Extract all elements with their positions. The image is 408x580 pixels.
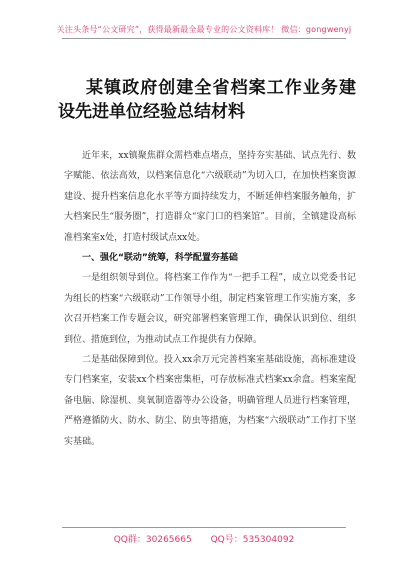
qq-group-label: QQ群：30265665 [113, 535, 192, 545]
section-heading: 一、强化“联动”统筹，科学配置夯基础 [82, 253, 238, 264]
intro-paragraph: 近年来，xx镇聚焦群众需档难点堵点，坚持夯实基础、试点先行、数字赋能、依法高效，以档案信息化“六级联动”为切入口，在加快档案资源建设、提升档案信息化水平等方面持续发力，不断延伸档案服务触角，扩大档案民生“服务圈”，打造群众“家门口的档案馆”。目前，全镇建设高标准档案室x处，打造村级试点xx处。 [64, 151, 356, 243]
footer-contact [0, 532, 408, 545]
header-banner: 关注头条号“公文研究”，获得最新最全最专业的公文资料库！ 微信：gongwenyj [56, 25, 352, 34]
footer-divider [62, 527, 346, 528]
document-body [64, 146, 356, 452]
document-title: 某镇政府创建全省档案工作业务建设先进单位经验总结材料 [58, 78, 356, 122]
qq-number-label: QQ号：535304092 [210, 535, 295, 545]
body-paragraph: 一是组织领导到位。将档案工作作为“一把手工程”，成立以党委书记为组长的档案“六级联动”工作领导小组，制定档案管理工作实施方案，多次召开档案工作专题会议，研究部署档案管理工作，确保认识到位、组织到位、措施到位，为推动试点工作提供有力保障。 [64, 273, 356, 345]
header-divider [62, 38, 346, 39]
body-paragraph: 二是基础保障到位。投入xx余万元完善档案室基础设施，高标准建设专门档案室，安装xx个档案密集柜，可存放标准式档案xx余盒。档案室配备电脑、除湿机、臭氧制造器等办公设备，明确管理人员进行档案管理，严格遵循防火、防水、防尘、防虫等措施，为档案“六级联动”工作打下坚实基础。 [64, 355, 356, 447]
